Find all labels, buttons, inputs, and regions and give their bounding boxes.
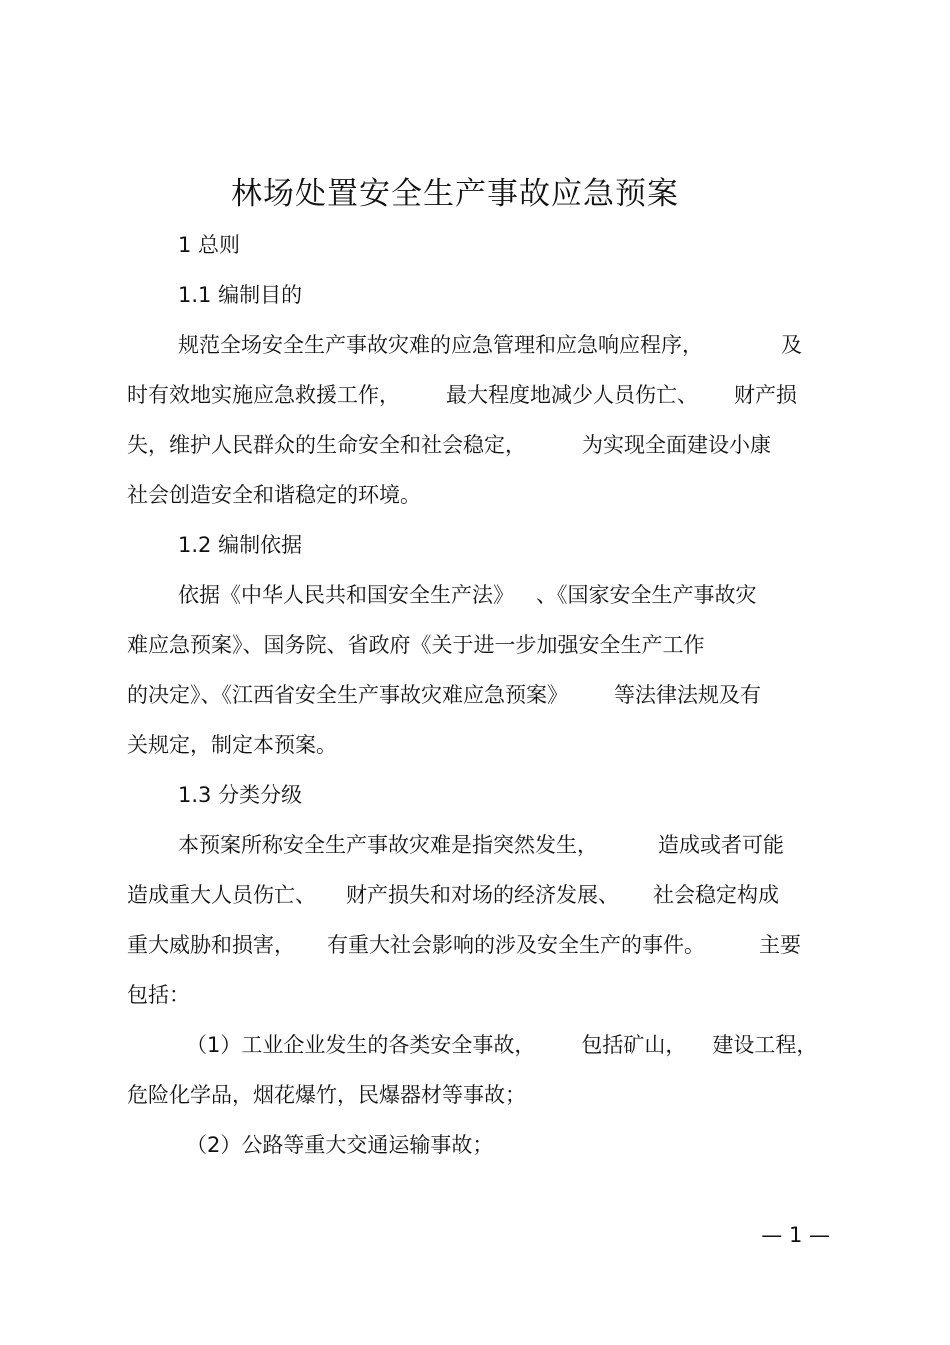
basis-line-1: [178, 580, 757, 610]
text-segment: 及: [781, 333, 802, 357]
text-segment: 有重大社会影响的涉及安全生产的事件。: [327, 933, 705, 957]
classification-line-1: [178, 830, 784, 860]
text-segment: 财产损: [734, 383, 797, 407]
text-segment: 主要: [759, 933, 801, 957]
text-segment: （1）工业企业发生的各类安全事故，: [186, 1033, 536, 1057]
text-segment: 时有效地实施应急救援工作，: [127, 383, 400, 407]
text-segment: 失，维护人民群众的生命安全和社会稳定，: [127, 433, 526, 457]
classification-line-3: [127, 930, 801, 960]
classification-line-2: [127, 880, 779, 910]
item-1-line-2: [127, 1080, 526, 1110]
text-segment: 造成重大人员伤亡、: [127, 883, 316, 907]
text-segment: 包括：: [127, 983, 190, 1007]
text-segment: 等法律法规及有: [614, 683, 761, 707]
text-segment: 包括矿山，: [581, 1033, 687, 1057]
purpose-line-2: [127, 380, 797, 410]
page-number: — 1 —: [761, 1223, 830, 1247]
classification-line-4: [127, 980, 190, 1010]
text-segment: 社会创造安全和谐稳定的环境。: [127, 483, 421, 507]
heading-classification: 1.3 分类分级: [178, 783, 303, 807]
text-segment: 危险化学品，烟花爆竹，民爆器材等事故；: [127, 1083, 526, 1107]
text-segment: 依据《中华人民共和国安全生产法》: [178, 583, 514, 607]
heading-general: 1 总则: [178, 233, 241, 257]
text-segment: 本预案所称安全生产事故灾难是指突然发生，: [178, 833, 598, 857]
heading-purpose: 1.1 编制目的: [178, 283, 303, 307]
document-title: 林场处置安全生产事故应急预案: [231, 176, 679, 212]
text-segment: （2）公路等重大交通运输事故；: [186, 1133, 494, 1157]
purpose-line-4: [127, 480, 421, 510]
item-1-line-1: [186, 1030, 817, 1060]
text-segment: 建设工程，: [712, 1033, 818, 1057]
text-segment: 、《国家安全生产事故灾: [536, 583, 757, 607]
heading-basis: 1.2 编制依据: [178, 533, 303, 557]
purpose-line-1: [178, 330, 802, 360]
text-segment: 为实现全面建设小康: [582, 433, 771, 457]
item-2-line-1: [186, 1130, 493, 1160]
text-segment: 社会稳定构成: [653, 883, 779, 907]
basis-line-2: [127, 630, 705, 660]
text-segment: 造成或者可能: [658, 833, 784, 857]
basis-line-3: [127, 680, 761, 710]
text-segment: 难应急预案》、国务院、省政府《关于进一步加强安全生产工作: [127, 633, 705, 657]
text-segment: 财产损失和对场的经济发展、: [346, 883, 619, 907]
text-segment: 规范全场安全生产事故灾难的应急管理和应急响应程序，: [178, 333, 703, 357]
text-segment: 关规定，制定本预案。: [127, 733, 337, 757]
text-segment: 的决定》、《江西省安全生产事故灾难应急预案》: [127, 683, 568, 707]
text-segment: 重大威胁和损害，: [127, 933, 295, 957]
purpose-line-3: [127, 430, 771, 460]
text-segment: 最大程度地减少人员伤亡、: [446, 383, 698, 407]
basis-line-4: [127, 730, 337, 760]
